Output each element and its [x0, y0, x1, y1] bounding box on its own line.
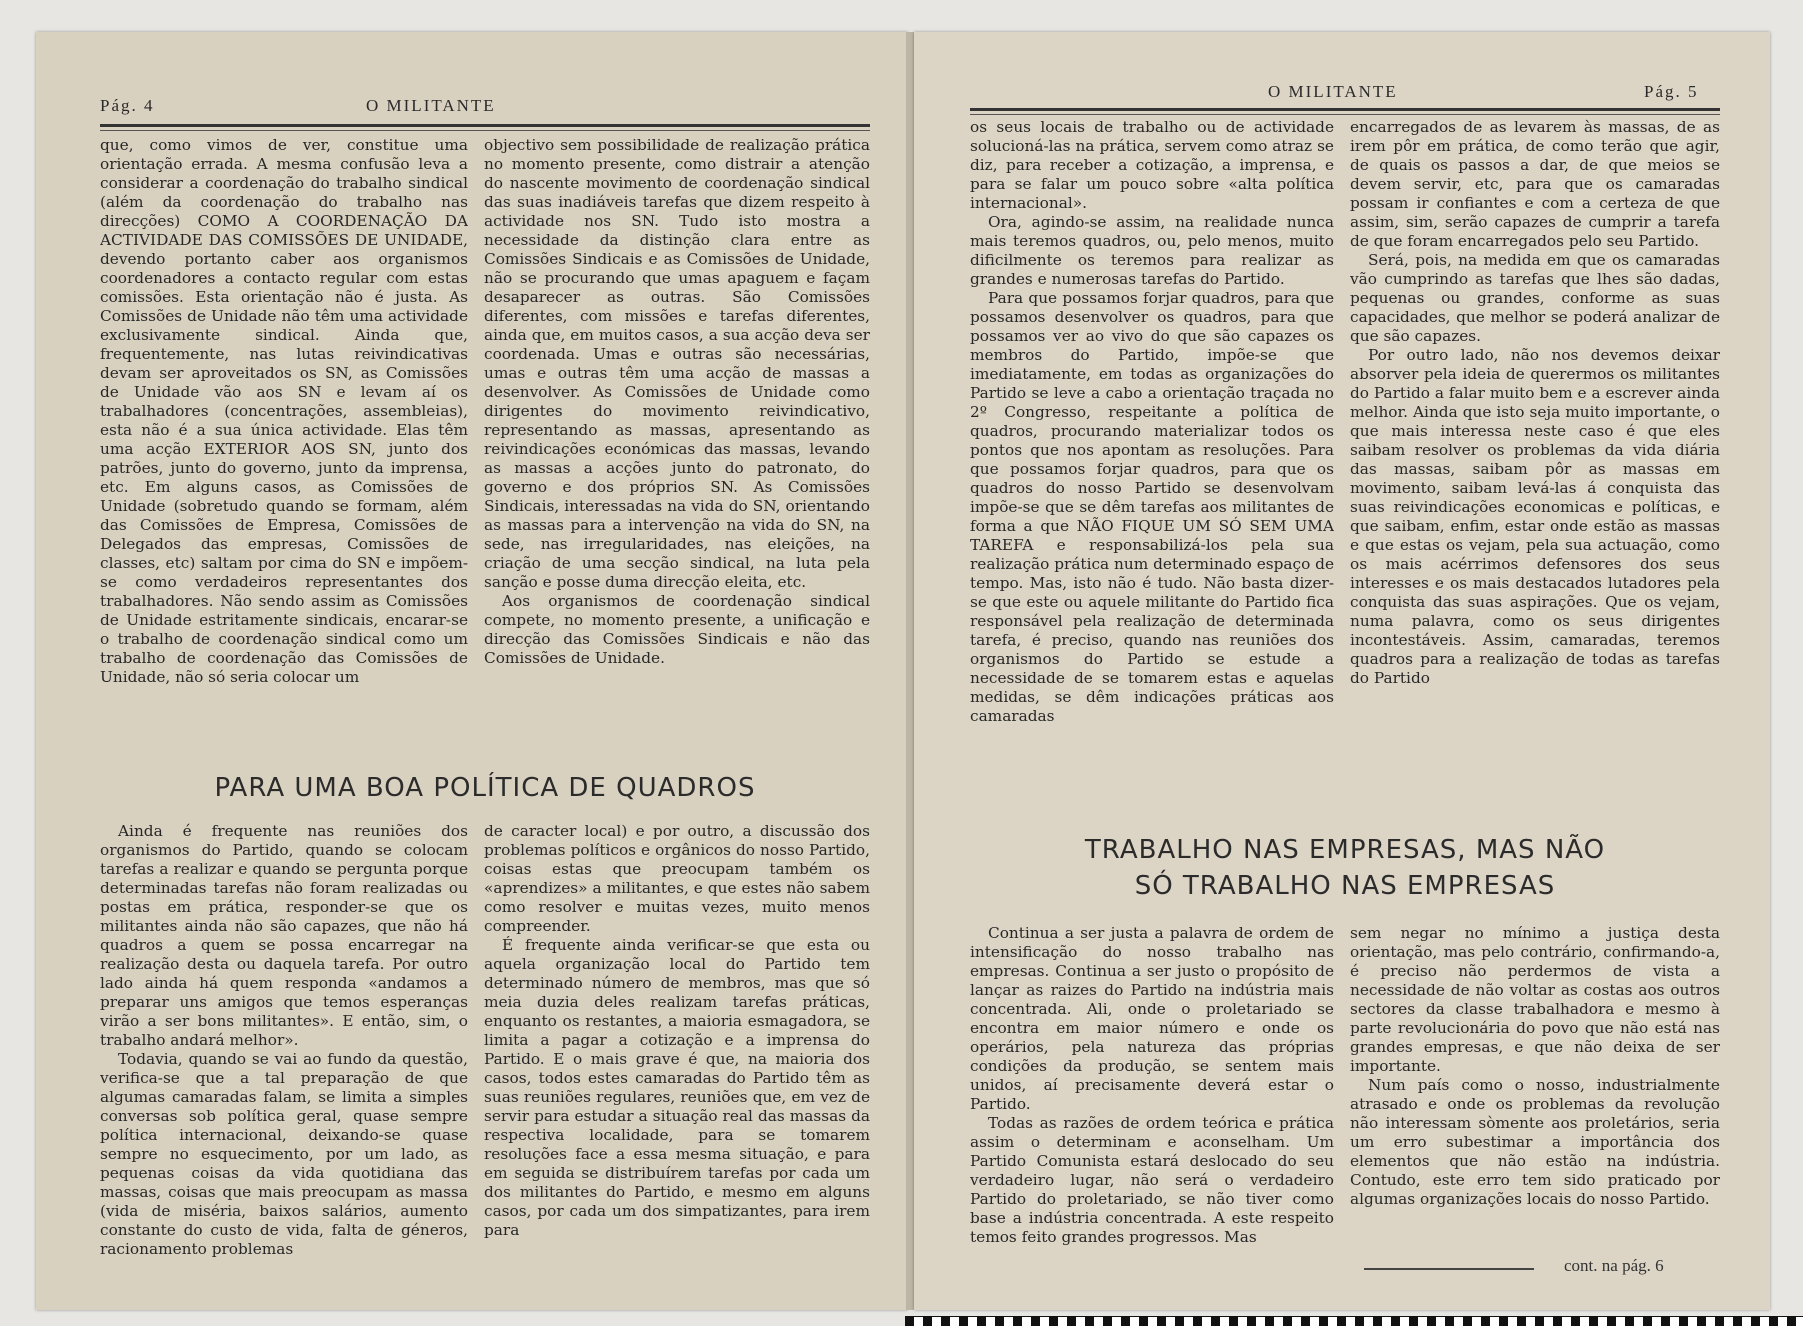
right-header-rule — [970, 108, 1720, 111]
left-col3-p2: Todavia, quando se vai ao fundo da questão, verifica-se que a tal preparação de que algumas camaradas falam, se limita a simples conversas sob política geral, quase sempre política internacional, deixando-se quase sempre no esquecimento, por um lado, as pequenas coisas da vida quotidiana das massas, coisas que mais preocupam as massa (vida de miséria, baixos salários, aumento constante do custo de vida, falta de géneros, racionamento problemas — [100, 1050, 468, 1258]
right-masthead: O MILITANTE — [1268, 82, 1398, 101]
left-page-number: Pág. 4 — [100, 96, 155, 115]
continuation-arrow-icon — [1364, 1268, 1534, 1270]
right-col2-p2: Será, pois, na medida em que os camaradas vão cumprindo as tarefas que lhes são dadas, pequenas ou grandes, conforme as suas capacidades, que melhor se poderá analizar de que são capazes. — [1350, 251, 1720, 345]
right-col1-p3: Para que possamos forjar quadros, para que possamos desenvolver os quadros, para que possamos ver ao vivo do que são capazes os membros do Partido, impõe-se que imediatamente, em todas as organizações do Partido se leve a cabo a orientação traçada no 2º Congresso, respeitante a política de quadros, procurando materializar todos os pontos que nos apontam as resoluções. Para que possamos forjar quadros, para que os quadros do nosso Partido se desenvolvam impõe-se que se dêm tarefas aos militantes de forma a que NÃO FIQUE UM SÓ SEM UMA TAREFA e responsabilizá-los pela sua realização prática num determinado espaço de tempo. Mas, isto não é tudo. Não basta dizer-se que este ou aquele militante do Partido fica responsável pela realização de determinada tarefa, é preciso, quando nas reuniões dos organismos do Partido se estude a necessidade de se tomarem estas e aquelas medidas, se dêm indicações práticas aos camaradas — [970, 289, 1334, 725]
left-col2-p1: objectivo sem possibilidade de realização prática no momento presente, como distrair a atenção do nascente movimento de coordenação sindical das suas inadiáveis tarefas que dizem respeito à actividade nos SN. Tudo isto mostra a necessidade da distinção clara entre as Comissões Sindicais e as Comissões de Unidade, não se procurando que umas apaguem e façam desaparecer as outras. São Comissões diferentes, com missões e tarefas diferentes, ainda que, em muitos casos, a sua acção deva ser coordenada. Umas e outras são necessárias, umas e outras têm uma acção de massas a desenvolver. As Comissões de Unidade como dirigentes do movimento reivindicativo, representando as massas, apresentando as reivindicações económicas das massas, levando as massas a acções junto do patronato, do governo e dos próprios SN. As Comissões Sindicais, interessadas na vida do SN, orientando as massas para a intervenção na vida do SN, na sede, nas irregularidades, nas eleições, na criação de uma secção sindical, na luta pela sanção e posse duma direcção eleita, etc. — [484, 136, 870, 591]
left-col-3 — [100, 822, 468, 1288]
right-col3-p1: Continua a ser justa a palavra de ordem de intensificação do nosso trabalho nas empresas. Continua a ser justo o propósito de lançar as raizes do Partido na indústria mais concentrada. Ali, onde o proletariado se encontra em maior número e onde os operários, pela natureza das próprias condições da produção, se sentem mais unidos, aí precisamente deverá estar o Partido. — [970, 924, 1334, 1113]
right-col-1 — [970, 118, 1334, 816]
right-page-number: Pág. 5 — [1644, 82, 1699, 101]
right-header-rule-thin — [970, 114, 1720, 115]
left-masthead: O MILITANTE — [366, 96, 496, 115]
left-col3-p1: Ainda é frequente nas reuniões dos organismos do Partido, quando se colocam tarefas a realizar e quando se pergunta porque determinadas tarefas não foram realizadas ou postas em prática, responder-se que os militantes ainda não são capazes, que não há quadros a quem se possa encarregar na realização desta ou daquela tarefa. Por outro lado ainda há quem responda «andamos a preparar uns amigos que temos esperanças virão a ser bons militantes». E então, sim, o trabalho andará melhor». — [100, 822, 468, 1049]
right-col4-p2: Num país como o nosso, industrialmente atrasado e onde os problemas da revolução não interessam sòmente aos proletários, seria um erro subestimar a importância dos elementos que não estão na indústria. Contudo, este erro tem sido praticado por algumas organizações locais do nosso Partido. — [1350, 1076, 1720, 1208]
right-col-3 — [970, 924, 1334, 1276]
left-section-heading: PARA UMA BOA POLÍTICA DE QUADROS — [214, 773, 756, 803]
right-col1-p1: os seus locais de trabalho ou de actividade solucioná-las na prática, servem como atraz se diz, para receber a cotização, a imprensa, e para se falar um pouco sobre «alta política internacional». — [970, 118, 1334, 212]
left-col2-p2: Aos organismos de coordenação sindical compete, no momento presente, a unificação e direcção das Comissões Sindicais e não das Comissões de Unidade. — [484, 592, 870, 667]
right-col-2 — [1350, 118, 1720, 816]
right-heading-line1: TRABALHO NAS EMPRESAS, MAS NÃO — [1084, 835, 1606, 865]
left-header-rule-thin — [100, 130, 870, 131]
left-col-2 — [484, 136, 870, 758]
left-col-1 — [100, 136, 468, 758]
right-section-heading — [970, 832, 1720, 904]
left-col1-text: que, como vimos de ver, constitue uma orientação errada. A mesma confusão leva a considerar a coordenação do trabalho sindical (além da coordenação do trabalho nas direcções) COMO A COORDENAÇÃO DA ACTIVIDADE DAS COMISSÕES DE UNIDADE, devendo portanto caber aos organismos coordenadores a contacto regular com estas comissões. Esta orientação não é justa. As Comissões de Unidade não têm uma actividade exclusivamente sindical. Ainda que, frequentemente, nas lutas reivindicativas devam ser aproveitados os SN, as Comissões de Unidade vão aos SN e levam aí os trabalhadores (concentrações, assembleias), esta não é a sua única actividade. Elas têm uma acção EXTERIOR AOS SN, junto dos patrões, junto do governo, junto da imprensa, etc. Em alguns casos, as Comissões de Unidade (sobretudo quando se formam, além das Comissões de Empresa, Comissões de Delegados das empresas, Comissões de classes, etc) saltam por cima do SN e impõem-se como verdadeiros representantes dos trabalhadores. Não sendo assim as Comissões de Unidade estritamente sindicais, encarar-se o trabalho de coordenação sindical como um trabalho de coordenação das Comissões de Unidade, não só seria colocar um — [100, 136, 468, 686]
right-col2-p3: Por outro lado, não nos devemos deixar absorver pela ideia de querermos os militantes do Partido a falar muito bem e a escrever ainda melhor. Ainda que isto seja muito importante, o que mais interessa neste caso é que eles saibam resolver os problemas da vida diária das massas, saibam pôr as massas em movimento, saibam levá-las á conquista das suas reivindicações economicas e políticas, e que saibam, enfim, estar onde estão as massas e que estas os vejam, pela sua actuação, como os mais acérrimos defensores dos seus interesses e os mais destacados lutadores pela conquista das suas aspirações. Que os vejam, numa palavra, como os seus dirigentes incontestáveis. Assim, camaradas, teremos quadros para a realização de todas as tarefas do Partido — [1350, 346, 1720, 687]
right-col-4 — [1350, 924, 1720, 1254]
left-header-rule — [100, 124, 870, 127]
right-col4-p1: sem negar no mínimo a justiça desta orientação, mas pelo contrário, confirmando-a, é preciso não perdermos de vista a necessidade de não voltar as costas aos outros sectores da classe trabalhadora e mesmo à parte revolucionária do povo que não está nas grandes empresas, e que não deixa de ser importante. — [1350, 924, 1720, 1075]
newspaper-spread — [36, 32, 1768, 1312]
left-page — [36, 32, 908, 1310]
right-col1-p2: Ora, agindo-se assim, na realidade nunca mais teremos quadros, ou, pelo menos, muito dificilmente os teremos para realizar as grandes e numerosas tarefas do Partido. — [970, 213, 1334, 288]
left-col4-p1: de caracter local) e por outro, a discussão dos problemas políticos e orgânicos do nosso Partido, coisas estas que preocupam também os «aprendizes» a militantes, e que estes não sabem como resolver e muitas vezes, muito menos compreender. — [484, 822, 870, 935]
left-col-4 — [484, 822, 870, 1288]
right-heading-line2: SÓ TRABALHO NAS EMPRESAS — [1134, 871, 1556, 901]
right-col3-p2: Todas as razões de ordem teórica e prática assim o determinam e aconselham. Um Partido Comunista estará deslocado do seu verdadeiro lugar, não será o verdadeiro Partido do proletariado, se não tiver como base a indústria concentrada. A este respeito temos feito grandes progressos. Mas — [970, 1114, 1334, 1246]
left-col4-p2: É frequente ainda verificar-se que esta ou aquela organização local do Partido tem determinado número de membros, mas que só meia duzia deles realizam tarefas práticas, enquanto os restantes, a maioria esmagadora, se limita a pagar a cotização e a imprensa do Partido. E o mais grave é que, na maioria dos casos, todos estes camaradas do Partido têm as suas reuniões regulares, reuniões que, em vez de servir para estudar a situação real das massas da respectiva localidade, para se tomarem resoluções face a essa mesma situação, e para em seguida se distribuírem tarefas por cada um dos militantes do Partido, e mesmo em alguns casos, por cada um dos simpatizantes, para irem para — [484, 936, 870, 1239]
right-page — [914, 32, 1770, 1310]
continued-note: cont. na pág. 6 — [1564, 1256, 1664, 1275]
right-col2-p1: encarregados de as levarem às massas, de as irem pôr em prática, de como terão que agir, de quais os passos a dar, de que meios se devem servir, etc, para que os camaradas possam ir confiantes e com a certeza de que assim, sim, serão capazes de cumprir a tarefa de que foram encarregados pelo seu Partido. — [1350, 118, 1720, 250]
